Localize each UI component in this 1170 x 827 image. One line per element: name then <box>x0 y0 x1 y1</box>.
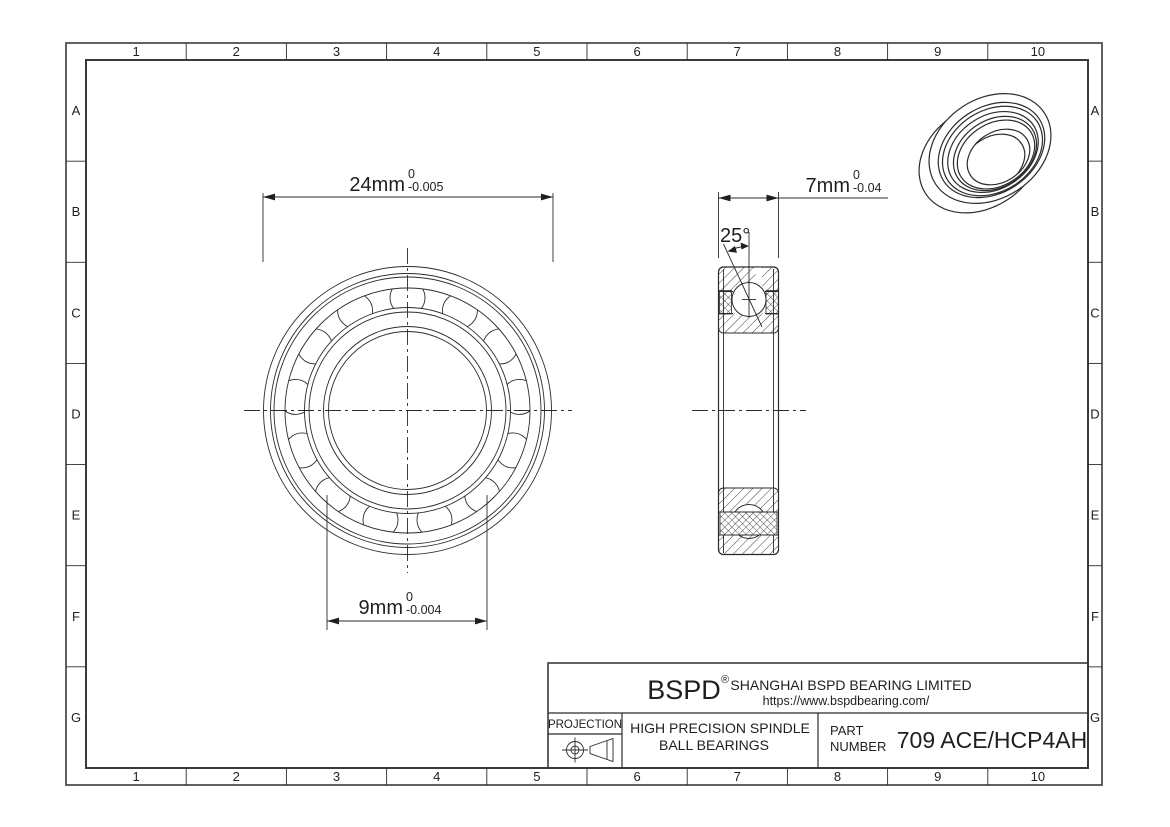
dim-width-tol-upper: 0 <box>853 168 860 182</box>
grid-label-row-left: C <box>71 305 81 321</box>
grid-label-row-left: E <box>71 507 81 523</box>
section-top-cut <box>719 267 779 333</box>
bearing-ball <box>338 293 373 328</box>
grid-label-column-top: 7 <box>733 44 741 59</box>
grid-label-row-right: B <box>1090 204 1100 220</box>
grid-label-row-right: D <box>1090 406 1100 422</box>
cage-right <box>766 291 779 315</box>
seal-band <box>720 512 777 535</box>
grid-label-column-bottom: 8 <box>833 769 842 784</box>
grid-label-column-top: 4 <box>433 44 441 59</box>
grid-label-row-right: E <box>1090 507 1100 523</box>
registered-mark: ® <box>721 674 730 686</box>
grid-label-column-bottom: 1 <box>132 769 140 784</box>
grid-label-row-left: B <box>71 204 81 220</box>
grid-label-row-left: D <box>71 406 81 422</box>
grid-label-column-top: 10 <box>1030 44 1046 59</box>
part-label-line1: PART <box>830 723 864 738</box>
grid-label-column-bottom: 4 <box>433 769 441 784</box>
isometric-view <box>898 71 1071 235</box>
dimension-outer-diameter <box>263 167 553 262</box>
dimension-bore-diameter <box>327 495 487 630</box>
grid-label-column-bottom: 7 <box>733 769 741 784</box>
front-view <box>244 167 572 630</box>
dim-bore-value: 9mm <box>358 597 403 619</box>
dim-outer-tol-upper: 0 <box>408 167 415 181</box>
company-name: SHANGHAI BSPD BEARING LIMITED <box>730 677 972 693</box>
dim-bore-tol-upper: 0 <box>406 590 413 604</box>
section-view <box>692 168 888 555</box>
grid-label-column-top: 9 <box>934 44 942 59</box>
part-label-line2: NUMBER <box>830 739 887 754</box>
title-block <box>548 663 1088 768</box>
grid-label-column-top: 6 <box>633 44 641 59</box>
grid-label-column-top: 2 <box>232 44 240 59</box>
grid-label-column-bottom: 9 <box>934 769 942 784</box>
grid-label-column-top: 1 <box>132 44 140 59</box>
grid-label-column-top: 5 <box>533 44 541 59</box>
grid-label-row-right: A <box>1090 103 1100 119</box>
grid-label-column-bottom: 6 <box>633 769 641 784</box>
grid-label-column-bottom: 2 <box>232 769 240 784</box>
grid-label-row-right: G <box>1089 709 1101 725</box>
dim-outer-value: 24mm <box>349 174 405 196</box>
dim-bore-tol-lower: -0.004 <box>406 603 442 617</box>
grid-label-column-bottom: 10 <box>1030 769 1046 784</box>
grid-label-column-top: 3 <box>332 44 341 59</box>
part-number: 709 ACE/HCP4AH <box>896 727 1088 753</box>
grid-label-row-right: F <box>1091 608 1099 624</box>
dim-width-tol-lower: -0.04 <box>853 181 882 195</box>
grid-label-row-left: F <box>72 608 80 624</box>
company-logo: BSPD <box>647 675 721 705</box>
dim-width-value: 7mm <box>805 175 850 197</box>
contact-angle-value: 25° <box>720 225 751 247</box>
dim-outer-tol-lower: -0.005 <box>408 180 444 194</box>
grid-label-column-bottom: 5 <box>533 769 541 784</box>
company-website: https://www.bspdbearing.com/ <box>762 694 930 708</box>
grid-label-column-top: 8 <box>833 44 842 59</box>
grid-label-row-left: A <box>71 103 81 119</box>
grid-label-row-right: C <box>1090 305 1100 321</box>
projection-label: PROJECTION <box>547 719 623 731</box>
grid-label-column-bottom: 3 <box>332 769 341 784</box>
first-angle-projection-icon <box>562 738 613 763</box>
section-bottom-cut <box>719 488 779 555</box>
bearing-ball <box>285 433 320 468</box>
cage-left <box>720 291 732 315</box>
product-title-line1: HIGH PRECISION SPINDLE <box>630 720 810 736</box>
bearing-ball <box>495 433 530 468</box>
grid-label-row-left: G <box>70 709 82 725</box>
product-title-line2: BALL BEARINGS <box>659 737 769 753</box>
bearing-ball <box>442 293 477 328</box>
